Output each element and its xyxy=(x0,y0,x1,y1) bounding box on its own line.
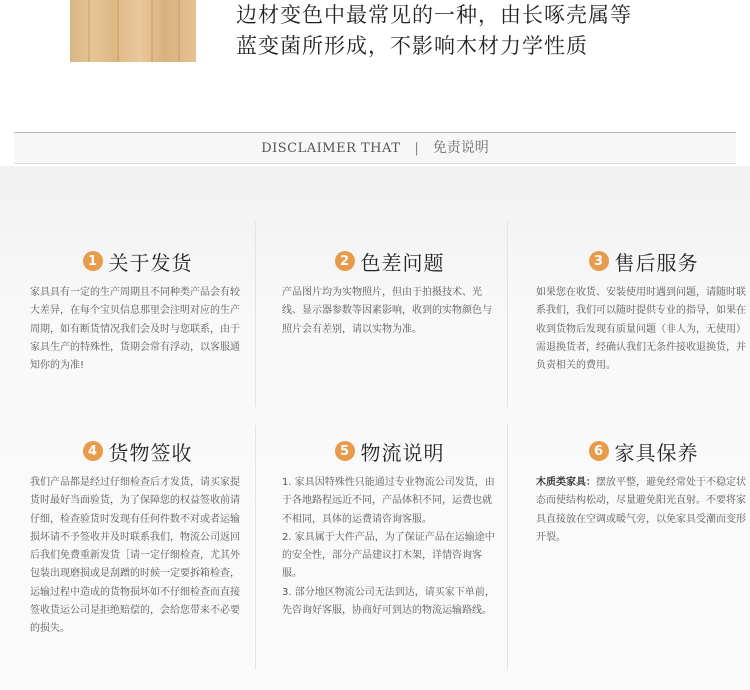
card-color-difference xyxy=(282,246,497,339)
card-title: 售后服务 xyxy=(614,250,699,275)
card-receipt xyxy=(30,436,245,639)
number-badge: 1 xyxy=(83,251,103,271)
logistics-item-3: 3. 部分地区物流公司无法到达，请买家下单前，先咨询好客服，协商好可到达的物流运输路线。 xyxy=(282,586,495,617)
card-title: 物流说明 xyxy=(360,440,445,465)
number-badge: 5 xyxy=(335,441,355,461)
card-header xyxy=(282,246,497,276)
number-badge: 3 xyxy=(589,251,609,271)
number-badge: 6 xyxy=(589,441,609,461)
card-body xyxy=(536,474,750,547)
card-title: 色差问题 xyxy=(360,250,445,275)
card-header xyxy=(536,436,750,466)
card-title: 货物签收 xyxy=(108,440,193,465)
disclaimer-heading xyxy=(0,137,750,157)
card-header xyxy=(282,436,497,466)
wood-sample-image xyxy=(70,0,196,62)
intro-line-2: 蓝变菌所形成，不影响木材力学性质 xyxy=(236,34,588,58)
disclaimer-heading-english: DISCLAIMER THAT xyxy=(261,141,401,156)
card-maintenance xyxy=(536,436,750,547)
column-divider-2 xyxy=(507,222,508,407)
card-shipping xyxy=(30,246,245,375)
card-header xyxy=(536,246,750,276)
intro-text xyxy=(236,0,632,62)
logistics-item-1: 1. 家具因特殊性只能通过专业物流公司发货，由于各地路程远近不同，产品体积不同，运费也就不相同，具体的运费请咨询客服。 xyxy=(282,477,495,525)
card-header xyxy=(30,246,245,276)
disclaimer-heading-separator: | xyxy=(414,141,419,156)
card-body xyxy=(282,284,497,339)
card-title: 家具保养 xyxy=(614,440,699,465)
card-body xyxy=(30,284,245,375)
card-header xyxy=(30,436,245,466)
card-title: 关于发货 xyxy=(108,250,193,275)
column-divider-1 xyxy=(255,222,256,407)
number-badge: 2 xyxy=(335,251,355,271)
card-text: 产品图片均为实物照片，但由于拍摄技术、光线、显示器参数等因素影响，收到的实物颜色与照片会有差别，请以实物为准。 xyxy=(282,287,492,335)
card-text: 家具具有一定的生产周期且不同种类产品会有较大差异，在每个宝贝信息那里会注明对应的生产周期，如有断货情况我们会及时与您联系，由于家具生产的特殊性，货期会常有浮动，以客服通知你的为准! xyxy=(30,287,240,372)
card-text: 我们产品都是经过仔细检查后才发货，请买家提货时最好当面验货，为了保障您的权益签收前请仔细，检查验货时发现有任何件数不对或者运输损坏请不予签收并及时联系我们，物流公司返回后我们免费重新发货［请一定仔细检查，尤其外包装出现磨损或是刮蹭的时候一定要拆箱检查，运输过程中造成的货物损坏如不仔细检查而直接签收货运公司是拒绝赔偿的，会给您带来不必要的损失。 xyxy=(30,477,240,635)
card-text-bold-prefix: 木质类家具： xyxy=(536,477,596,488)
card-after-sales xyxy=(536,246,750,375)
card-text: 如果您在收货、安装使用时遇到问题，请随时联系我们，我们可以随时提供专业的指导，如果在收到货物后发现有质量问题（非人为，无使用）需退换货者，经确认我们无条件接收退换货，并负责相关的费用。 xyxy=(536,287,746,372)
card-body xyxy=(282,474,497,620)
column-divider-3 xyxy=(255,425,256,670)
number-badge: 4 xyxy=(83,441,103,461)
disclaimer-heading-chinese: 免责说明 xyxy=(432,140,489,156)
card-logistics xyxy=(282,436,497,620)
card-body xyxy=(536,284,750,375)
card-text-rest: 摆放平整，避免经常处于不稳定状态而使结构松动，尽量避免阳光直射。不要将家具直接放在空调或暖气旁，以免家具受潮而变形开裂。 xyxy=(536,477,746,543)
intro-line-1: 边材变色中最常见的一种，由长啄壳属等 xyxy=(236,3,632,27)
card-body xyxy=(30,474,245,639)
column-divider-4 xyxy=(507,425,508,670)
card-text xyxy=(536,474,750,547)
logistics-item-2: 2. 家具属于大件产品，为了保证产品在运输途中的安全性，部分产品建议打木架，详情咨询客服。 xyxy=(282,531,495,580)
